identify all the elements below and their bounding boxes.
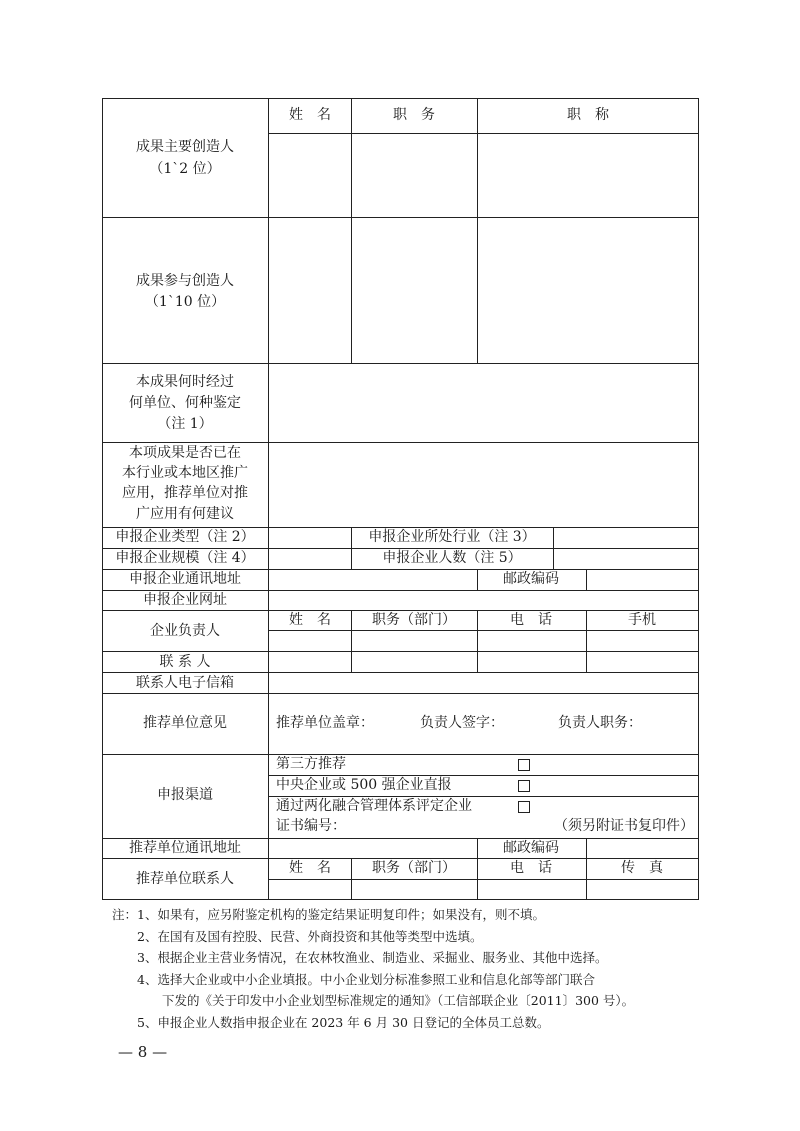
column-rule bbox=[586, 838, 587, 858]
row-rule bbox=[268, 630, 699, 631]
promotion-label-line3: 应用，推荐单位对推 bbox=[122, 485, 248, 501]
enterprise-type-label: 申报企业类型（注 2） bbox=[115, 529, 255, 545]
recommender-address-label: 推荐单位通讯地址 bbox=[129, 840, 241, 856]
column-rule bbox=[351, 98, 352, 363]
column-rule bbox=[351, 527, 352, 569]
contact-header-duty-dept: 职务（部门） bbox=[372, 612, 456, 628]
leader-label: 企业负责人 bbox=[150, 623, 220, 639]
table-right-border bbox=[698, 98, 699, 900]
enterprise-scale-label: 申报企业规模（注 4） bbox=[115, 550, 255, 566]
creators-main-label: 成果主要创造人 bbox=[136, 139, 234, 155]
creators-main-count: （1`2 位） bbox=[149, 161, 221, 177]
row-rule bbox=[102, 527, 699, 528]
footnote-line: 下发的《关于印发中小企业划型标准规定的通知》（工信部联企业〔2011〕300 号）。 bbox=[112, 993, 635, 1008]
certificate-number-label: 证书编号： bbox=[276, 818, 346, 834]
promotion-label-line4: 广应用有何建议 bbox=[136, 506, 234, 522]
appraisal-label-line3: （注 1） bbox=[157, 416, 213, 432]
appraisal-label-line1: 本成果何时经过 bbox=[136, 374, 234, 390]
column-rule bbox=[477, 610, 478, 672]
creators-participate-count: （1`10 位） bbox=[144, 294, 226, 310]
row-rule bbox=[268, 796, 699, 797]
certified-enterprise-checkbox[interactable] bbox=[518, 801, 530, 813]
postcode-label: 邮政编码 bbox=[503, 571, 559, 587]
recommender-header-name: 姓 名 bbox=[289, 860, 331, 876]
leader-signature-label: 负责人签字： bbox=[420, 715, 504, 731]
column-rule bbox=[477, 838, 478, 858]
footnote-line: 注：1、如果有，应另附鉴定机构的鉴定结果证明复印件；如果没有，则不填。 bbox=[112, 907, 545, 922]
footnote-line: 4、选择大企业或中小企业填报。中小企业划分标准参照工业和信息化部等部门联合 bbox=[112, 971, 595, 987]
recommender-header-duty-dept: 职务（部门） bbox=[372, 860, 456, 876]
appraisal-label-line2: 何单位、何种鉴定 bbox=[129, 395, 241, 411]
row-rule bbox=[102, 569, 699, 570]
enterprise-address-label: 申报企业通讯地址 bbox=[129, 571, 241, 587]
third-party-checkbox[interactable] bbox=[518, 759, 530, 771]
row-rule bbox=[102, 754, 699, 755]
channel-label: 申报渠道 bbox=[157, 787, 213, 803]
column-rule bbox=[477, 858, 478, 899]
row-rule bbox=[268, 775, 699, 776]
recommender-contact-label: 推荐单位联系人 bbox=[136, 871, 234, 887]
row-rule bbox=[102, 548, 699, 549]
contact-header-mobile: 手机 bbox=[628, 612, 656, 628]
column-rule bbox=[586, 610, 587, 672]
column-rule bbox=[586, 858, 587, 899]
row-rule bbox=[102, 442, 699, 443]
contact-header-phone: 电 话 bbox=[510, 612, 552, 628]
row-rule bbox=[102, 590, 699, 591]
channel-option-third-party: 第三方推荐 bbox=[276, 756, 346, 772]
column-rule bbox=[477, 569, 478, 590]
footnote-line: 5、申报企业人数指申报企业在 2023 年 6 月 30 日登记的全体员工总数。 bbox=[112, 1014, 550, 1030]
row-rule bbox=[102, 838, 699, 839]
column-header-name: 姓 名 bbox=[289, 107, 331, 123]
recommender-seal-label: 推荐单位盖章： bbox=[276, 715, 374, 731]
column-rule bbox=[351, 858, 352, 899]
header-row-rule bbox=[268, 133, 699, 134]
row-rule bbox=[102, 651, 699, 652]
leader-duty-label: 负责人职务： bbox=[558, 715, 642, 731]
certificate-copy-note: （须另附证书复印件） bbox=[554, 818, 694, 834]
footnote-line: 3、根据企业主营业务情况，在农林牧渔业、制造业、采掘业、服务业、其他中选择。 bbox=[112, 950, 608, 965]
row-rule bbox=[102, 363, 699, 364]
table-top-border bbox=[102, 98, 699, 99]
contact-person-label: 联 系 人 bbox=[159, 654, 211, 670]
footnotes bbox=[112, 904, 712, 1033]
promotion-label-line1: 本项成果是否已在 bbox=[129, 445, 241, 461]
footnote-line: 2、在国有及国有控股、民营、外商投资和其他等类型中选填。 bbox=[112, 928, 483, 944]
creators-participate-label: 成果参与创造人 bbox=[136, 273, 234, 289]
column-header-duty: 职 务 bbox=[393, 107, 435, 123]
contact-email-label: 联系人电子信箱 bbox=[136, 675, 234, 691]
recommender-opinion-label: 推荐单位意见 bbox=[143, 715, 227, 731]
row-rule bbox=[268, 879, 699, 880]
enterprise-headcount-label: 申报企业人数（注 5） bbox=[382, 550, 522, 566]
column-rule bbox=[553, 527, 554, 569]
row-rule bbox=[102, 217, 699, 218]
central-enterprise-checkbox[interactable] bbox=[518, 780, 530, 792]
column-rule bbox=[586, 569, 587, 590]
table-left-border bbox=[102, 98, 103, 900]
enterprise-website-label: 申报企业网址 bbox=[143, 592, 227, 608]
row-rule bbox=[102, 672, 699, 673]
row-rule bbox=[102, 693, 699, 694]
row-rule bbox=[102, 610, 699, 611]
label-column-rule bbox=[268, 98, 269, 900]
column-rule bbox=[351, 610, 352, 672]
channel-option-certified: 通过两化融合管理体系评定企业 bbox=[276, 798, 472, 814]
recommender-header-phone: 电 话 bbox=[510, 860, 552, 876]
page-number: — 8 — bbox=[118, 1043, 168, 1061]
enterprise-industry-label: 申报企业所处行业（注 3） bbox=[368, 529, 536, 545]
contact-header-name: 姓 名 bbox=[289, 612, 331, 628]
recommender-header-fax: 传 真 bbox=[621, 860, 663, 876]
row-rule bbox=[102, 858, 699, 859]
channel-option-central-enterprise: 中央企业或 500 强企业直报 bbox=[276, 777, 452, 793]
column-header-title: 职 称 bbox=[567, 107, 609, 123]
promotion-label-line2: 本行业或本地区推广 bbox=[122, 465, 248, 481]
column-rule bbox=[477, 98, 478, 363]
table-bottom-border bbox=[102, 899, 699, 900]
recommender-postcode-label: 邮政编码 bbox=[503, 840, 559, 856]
